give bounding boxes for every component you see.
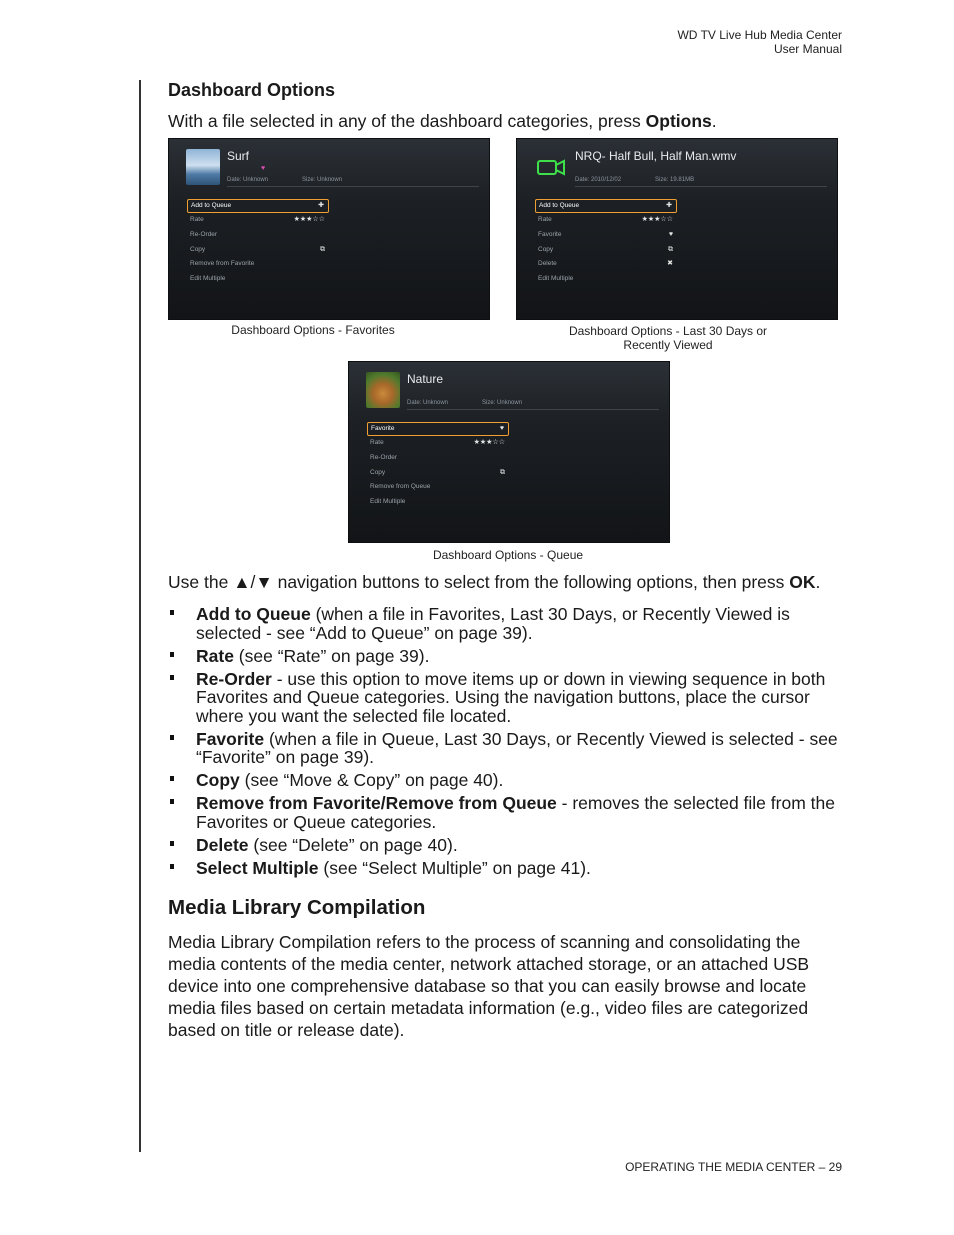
menu-item-edit-multiple[interactable]: Edit Multiple: [538, 275, 574, 283]
page-content: [168, 78, 840, 1041]
rating-stars-icon: ★★★☆☆: [293, 216, 325, 223]
header-product: WD TV Live Hub Media Center: [677, 28, 842, 42]
list-item: Remove from Favorite/Remove from Queue - removes the selected file from the Favorites or Queue categories.: [168, 794, 840, 831]
caption-queue: Dashboard Options - Queue: [432, 548, 584, 562]
menu-item-copy[interactable]: Copy ⧉: [367, 466, 509, 481]
menu-item-edit-multiple[interactable]: Edit Multiple: [190, 275, 226, 283]
options-menu: [535, 199, 677, 287]
caption-recent: Dashboard Options - Last 30 Days or Recently Viewed: [568, 324, 768, 352]
list-item: Re-Order - use this option to move items up or down in viewing sequence in both Favorites and Queue categories. Using the navigation buttons, place the cursor where you want the selected file located.: [168, 670, 840, 726]
delete-x-icon: ✖: [667, 260, 673, 268]
options-list: [168, 605, 840, 877]
down-arrow-icon: ▼: [255, 572, 273, 592]
up-arrow-icon: ▲: [233, 572, 251, 592]
copy-icon: ⧉: [500, 468, 505, 476]
plus-icon: ✚: [666, 202, 672, 209]
divider: [227, 186, 479, 187]
menu-item-remove-from-favorite[interactable]: Remove from Favorite: [190, 260, 255, 268]
menu-item-re-order[interactable]: Re-Order: [370, 453, 398, 461]
divider: [575, 186, 827, 187]
menu-item-re-order[interactable]: Re-Order: [190, 230, 218, 238]
menu-item-edit-multiple[interactable]: Edit Multiple: [370, 498, 406, 506]
file-title: Nature: [407, 372, 444, 386]
file-title: NRQ- Half Bull, Half Man.wmv: [575, 149, 737, 163]
list-item: Add to Queue (when a file in Favorites, Last 30 Days, or Recently Viewed is selected - see “Add to Queue” on page 39).: [168, 605, 840, 642]
menu-item-copy[interactable]: Copy ⧉: [187, 243, 329, 258]
divider: [407, 409, 659, 410]
section-heading: Dashboard Options: [168, 80, 336, 100]
copy-icon: ⧉: [668, 245, 673, 253]
rating-stars-icon: ★★★☆☆: [641, 216, 673, 223]
video-camera-icon: [534, 149, 568, 185]
file-meta: Date: 2010/12/02 Size: 19.81MB: [575, 177, 695, 183]
menu-item-rate[interactable]: Rate ★★★☆☆: [367, 436, 509, 451]
menu-item-add-to-queue[interactable]: Add to Queue ✚: [535, 199, 677, 213]
copy-icon: ⧉: [320, 245, 325, 253]
menu-item-delete[interactable]: Delete ✖: [535, 257, 677, 272]
options-menu: [187, 199, 329, 287]
screenshot-queue: [348, 361, 670, 543]
file-title: Surf: [227, 149, 250, 163]
screenshot-recent: [516, 138, 838, 320]
rating-stars-icon: ★★★☆☆: [473, 439, 505, 446]
menu-item-rate[interactable]: Rate ★★★☆☆: [187, 213, 329, 228]
heart-icon: ♥: [499, 425, 504, 432]
caption-favorites: Dashboard Options - Favorites: [231, 323, 395, 337]
menu-item-rate[interactable]: Rate ★★★☆☆: [535, 213, 677, 228]
intro-paragraph: With a file selected in any of the dashboard categories, press Options.: [168, 111, 717, 131]
page-footer: OPERATING THE MEDIA CENTER – 29: [625, 1160, 842, 1174]
list-item: Select Multiple (see “Select Multiple” on page 41).: [168, 859, 840, 878]
list-item: Delete (see “Delete” on page 40).: [168, 836, 840, 855]
library-heading: Media Library Compilation: [168, 896, 426, 919]
menu-item-remove-from-queue[interactable]: Remove from Queue: [370, 483, 431, 491]
screenshot-row: [168, 138, 840, 356]
screenshot-row-queue: [168, 361, 840, 591]
navigation-instructions: Use the ▲/▼ navigation buttons to select from the following options, then press OK.: [168, 572, 821, 592]
list-item: Rate (see “Rate” on page 39).: [168, 647, 840, 666]
library-paragraph: Media Library Compilation refers to the process of scanning and consolidating the media contents of the media center, network attached storage, or an attached USB device into one comprehensive database so that you can easily browse and locate media files based on certain metadata information (e.g., video files are categorized based on title or release date).: [168, 932, 810, 1040]
screenshot-favorites: [168, 138, 490, 320]
surf-thumbnail: [186, 149, 220, 185]
heart-icon: ♥: [668, 230, 673, 238]
plus-icon: ✚: [318, 202, 324, 209]
heart-icon: ♥: [261, 165, 266, 172]
margin-rule: [139, 80, 141, 1152]
menu-item-favorite[interactable]: Favorite ♥: [535, 228, 677, 243]
menu-item-add-to-queue[interactable]: Add to Queue ✚: [187, 199, 329, 213]
ok-key: OK: [789, 572, 816, 592]
menu-item-favorite[interactable]: Favorite ♥: [367, 422, 509, 436]
header-doc-type: User Manual: [773, 42, 842, 56]
file-meta: Date: Unknown Size: Unknown: [227, 177, 343, 183]
options-key: Options: [645, 111, 712, 131]
menu-item-copy[interactable]: Copy ⧉: [535, 243, 677, 258]
list-item: Favorite (when a file in Queue, Last 30 Days, or Recently Viewed is selected - see “Favorite” on page 39).: [168, 730, 840, 767]
nature-thumbnail: [366, 372, 400, 408]
options-menu: [367, 422, 509, 510]
list-item: Copy (see “Move & Copy” on page 40).: [168, 771, 840, 790]
running-header: [677, 28, 842, 56]
file-meta: Date: Unknown Size: Unknown: [407, 400, 523, 406]
